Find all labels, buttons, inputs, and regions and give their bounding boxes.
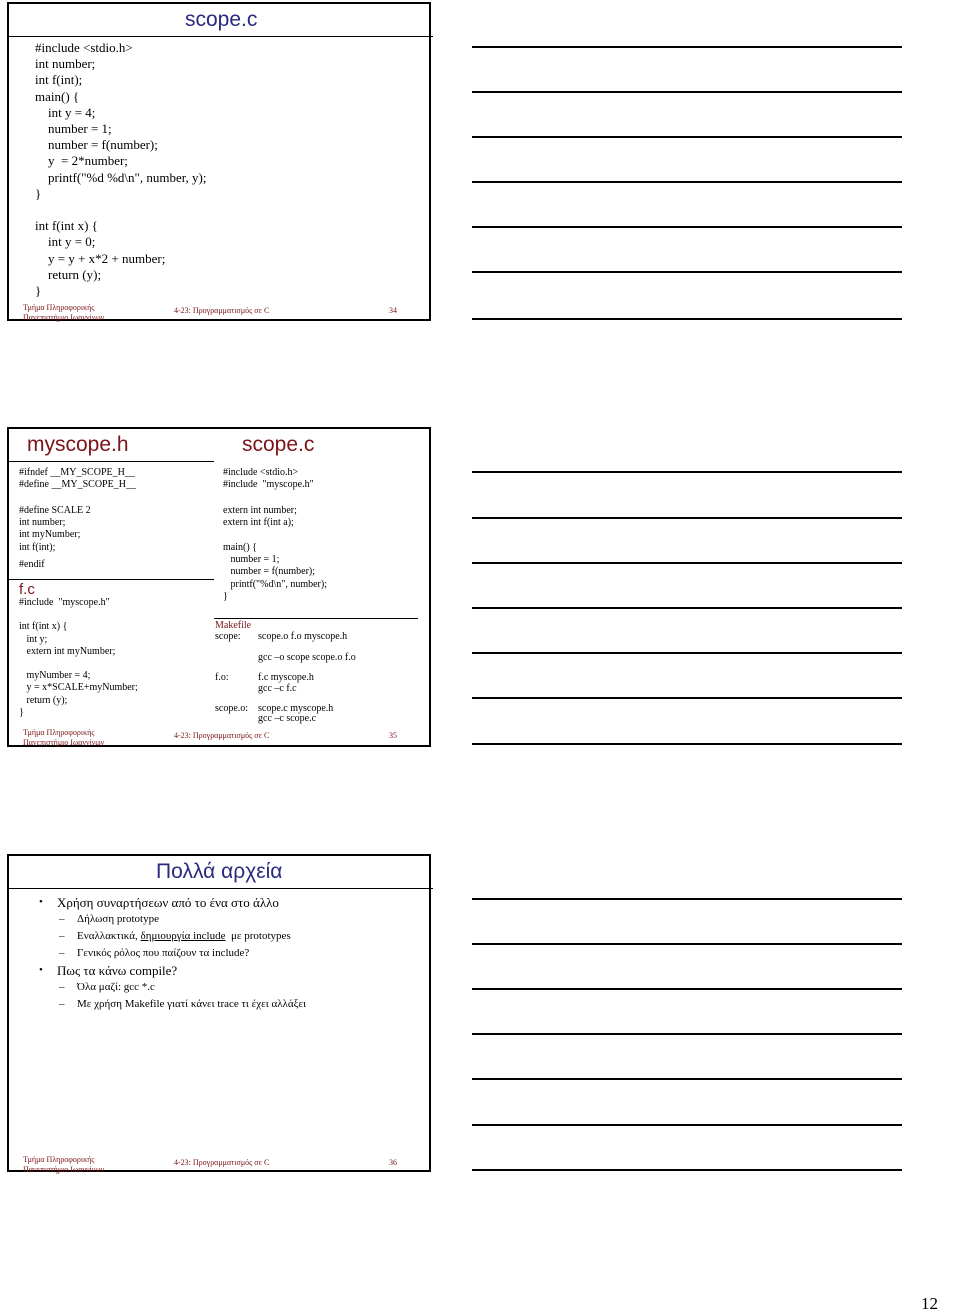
note-line (472, 697, 902, 699)
note-line (472, 943, 902, 945)
slide-number: 36 (389, 1158, 397, 1167)
myscope-title: myscope.h (27, 433, 129, 456)
footer-course: 4-23: Προγραμματισμός σε C (174, 731, 270, 740)
myscope-code-endif: #endif (19, 559, 45, 570)
fc-title: f.c (19, 581, 35, 598)
footer-dept-line: Τμήμα Πληροφορικής (23, 1155, 95, 1164)
note-line (472, 471, 902, 473)
footer-dept-line: Τμήμα Πληροφορικής (23, 728, 95, 737)
scope-code-externs: extern int number; extern int f(int a); (223, 505, 297, 529)
footer-univ-line: Πανεπιστήμιο Ιωαννίνων (23, 1165, 105, 1174)
note-line (472, 136, 902, 138)
make-fo-cmd: gcc –c f.c (258, 683, 297, 694)
make-scope-cmd: gcc –o scope scope.o f.o (258, 652, 356, 663)
note-line (472, 1169, 902, 1171)
fc-code: #include "myscope.h" int f(int x) { int y; extern int myNumber; myNumber = 4; y = x*SCALE+myNumber; return (y); } (19, 597, 138, 718)
note-line (472, 181, 902, 183)
footer-course: 4-23: Προγραμματισμός σε C (174, 306, 270, 315)
make-scopeo-cmd: gcc –c scope.c (258, 713, 317, 724)
make-scope-deps: scope.o f.o myscope.h (258, 631, 348, 642)
fc-divider (9, 579, 214, 580)
sub-bullet-item: – Όλα μαζί: gcc *.c (39, 979, 306, 996)
sub-bullet-item: – Δήλωση prototype (39, 911, 306, 928)
title-divider (9, 461, 214, 462)
myscope-code-decls: #define SCALE 2 int number; int myNumber; int f(int); (19, 505, 91, 553)
note-line (472, 91, 902, 93)
note-line (472, 318, 902, 320)
note-line (472, 652, 902, 654)
note-line (472, 1033, 902, 1035)
make-scopeo-target: scope.o: (215, 703, 249, 714)
note-line (472, 898, 902, 900)
note-line (472, 1078, 902, 1080)
footer-department (23, 303, 104, 323)
slide-title: scope.c (185, 8, 258, 31)
note-line (472, 271, 902, 273)
make-scopeo-deps: scope.c myscope.h (258, 703, 334, 714)
sub-bullet-item: – Με χρήση Makefile γιατί κάνει trace τι έχει αλλάξει (39, 996, 306, 1013)
footer-univ-line: Πανεπιστήμιο Ιωαννίνων (23, 738, 105, 747)
note-line (472, 562, 902, 564)
slide-34 (7, 2, 431, 321)
footer-department (23, 728, 104, 748)
sub-bullet-underlined: δημιουργία include (140, 930, 226, 942)
slide-title: Πολλά αρχεία (156, 860, 283, 883)
note-line (472, 743, 902, 745)
bullet-list (39, 894, 306, 1013)
title-divider (9, 36, 433, 37)
title-divider (9, 888, 433, 889)
note-line (472, 1124, 902, 1126)
slide-number: 35 (389, 731, 397, 740)
footer-univ-line: Πανεπιστήμιο Ιωαννίνων (23, 313, 105, 322)
note-line (472, 46, 902, 48)
make-fo-target: f.o: (215, 672, 229, 683)
slide-35 (7, 427, 431, 747)
make-scope-target: scope: (215, 631, 241, 642)
note-line (472, 226, 902, 228)
footer-course: 4-23: Προγραμματισμός σε C (174, 1158, 270, 1167)
make-fo-deps: f.c myscope.h (258, 672, 314, 683)
code-block: #include <stdio.h> int number; int f(int); main() { int y = 4; number = 1; number = f(number); y = 2*number; printf("%d %d\n", number, y); } int f(int x) { int y = 0; y = y + x*2 + number; return (y); } (35, 40, 207, 299)
note-line (472, 988, 902, 990)
slide-36 (7, 854, 431, 1172)
myscope-code-guard: #ifndef __MY_SCOPE_H__ #define __MY_SCOPE_H__ (19, 467, 136, 491)
sub-bullet-item (39, 928, 306, 945)
note-line (472, 517, 902, 519)
sub-bullet-text: με prototypes (225, 930, 291, 942)
makefile-divider (214, 618, 418, 619)
makefile-label: Makefile (215, 620, 252, 631)
sub-bullet-item: – Γενικός ρόλος που παίζουν τα include? (39, 945, 306, 962)
sub-bullet-text: Εναλλακτικά, (77, 930, 141, 942)
slide-number: 34 (389, 306, 397, 315)
bullet-item: • Χρήση συναρτήσεων από το ένα στο άλλο (39, 894, 306, 911)
scope-title: scope.c (242, 433, 315, 456)
scope-code-main: main() { number = 1; number = f(number); printf("%d\n", number); } (223, 542, 327, 602)
bullet-item: • Πως τα κάνω compile? (39, 962, 306, 979)
note-line (472, 607, 902, 609)
scope-code-includes: #include <stdio.h> #include "myscope.h" (223, 467, 314, 491)
footer-department (23, 1155, 104, 1175)
page-number: 12 (921, 1294, 938, 1313)
footer-dept-line: Τμήμα Πληροφορικής (23, 303, 95, 312)
